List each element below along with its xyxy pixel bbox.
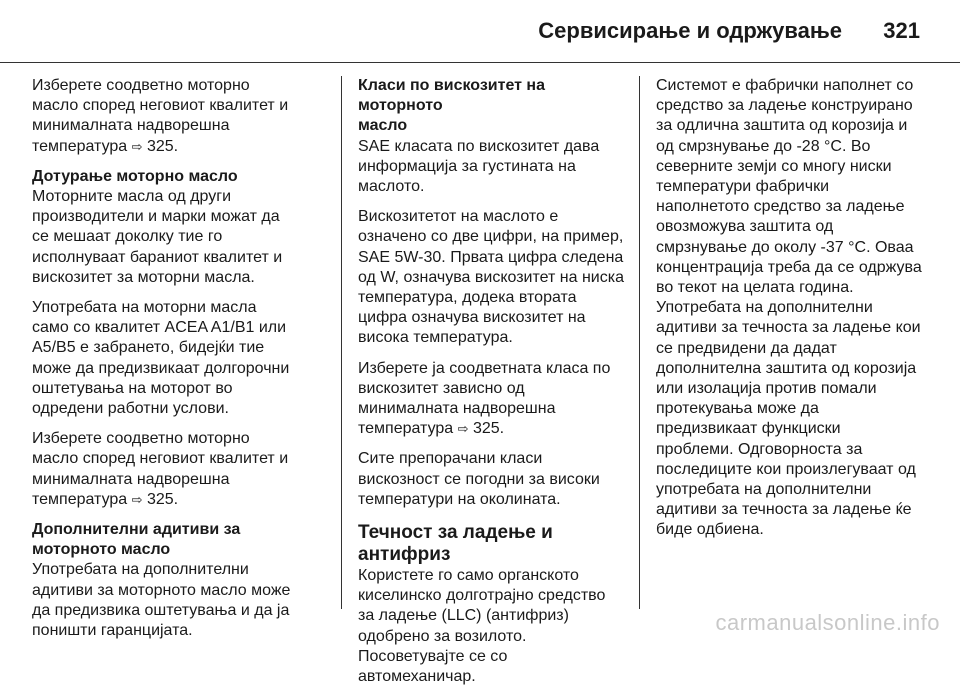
paragraph-select-viscosity: Изберете ја соодветната класа по вискозитет зависно од минималната надворешна температура ⇨ 325. xyxy=(358,359,611,438)
page-ref-link[interactable]: 325. xyxy=(472,420,505,438)
column-3 xyxy=(656,76,936,551)
page-ref-arrow-icon: ⇨ xyxy=(131,491,143,507)
heading-oil-additives: Дополнителни адитиви за моторното масло xyxy=(32,521,241,559)
paragraph-sae-info: SAE класата по вискозитет дава информација за густината на маслото. xyxy=(358,137,600,196)
page-ref-link[interactable]: 325. xyxy=(146,137,179,155)
paragraph-select-oil-1: Изберете соодветно моторно масло според неговиот квалитет и минималната надворешна температура ⇨ 325. xyxy=(32,77,289,155)
page-number: 321 xyxy=(883,18,920,43)
column-1 xyxy=(32,76,332,651)
page-ref-link[interactable]: 325. xyxy=(146,490,179,508)
paragraph-mixing-oils: Моторните масла од други производители и марки можат да се мешаат доколку тие го исполнуваат бараниот квалитет и вискозитет за моторни масла. xyxy=(32,188,283,286)
page-ref-arrow-icon: ⇨ xyxy=(131,138,143,154)
page-header xyxy=(0,0,960,60)
paragraph-acea-warning: Употребата на моторни масла само со квалитет ACEA A1/B1 или A5/B5 е забрането, бидејќи тие може да предизвикаат долгорочни оштетувања на моторот во одредени работни услови. xyxy=(32,299,290,418)
paragraph-select-oil-2: Изберете соодветно моторно масло според неговиот квалитет и минималната надворешна температура ⇨ 325. xyxy=(32,430,289,508)
column-divider-2 xyxy=(639,76,640,609)
paragraph-recommended-classes: Сите препорачани класи вискозност се погодни за високи температури на околината. xyxy=(358,450,600,508)
page-ref-arrow-icon: ⇨ xyxy=(457,421,469,437)
heading-sae-viscosity: Класи по вискозитет на моторното масло xyxy=(358,77,545,135)
page-title: Сервисирање и одржување xyxy=(538,18,842,43)
watermark: carmanualsonline.info xyxy=(715,610,940,635)
heading-coolant-antifreeze: Течност за ладење и антифриз xyxy=(358,522,553,566)
paragraph-coolant-usage: Користете го само органското киселинско долготрајно средство за ладење (LLC) (антифриз) одобрено за возилото. Посоветувајте се со автомеханичар. xyxy=(358,567,606,686)
paragraph-coolant-system: Системот е фабрички наполнет со средство за ладење конструирано за одлична заштита од корозија и од смрзнување до -28 °C. Во северните земји со многу ниски температури фабрички наполнетото средство за ладење овозможува заштита од смрзнување до околу -37 °C. Оваа концентрација треба да се одржува во текот на целата година. Употребата на дополнителни адитиви за течноста за ладење кои се предвидени да дадат дополнителна заштита од корозија или изолација против помали протекувања може да предизвикаат функциски проблеми. Одговорноста за последиците кои произлегуваат од употребата на дополнителни адитиви за течноста за ладење ќе биде одбиена. xyxy=(656,77,922,539)
paragraph-additives-warning: Употребата на дополнителни адитиви за моторното масло може да предизвика оштетувања и да ја поништи гаранцијата. xyxy=(32,561,291,640)
column-divider-1 xyxy=(341,76,342,609)
header-rule xyxy=(0,62,960,63)
heading-topup-oil: Дотурање моторно масло xyxy=(32,167,238,185)
paragraph-viscosity-digits: Вискозитетот на маслото е означено со две цифри, на пример, SAE 5W-30. Првата цифра следена од W, означува вискозитет на ниска температура, додека втората цифра означува вискозитет на висока температура. xyxy=(358,208,624,347)
column-2 xyxy=(358,76,630,697)
